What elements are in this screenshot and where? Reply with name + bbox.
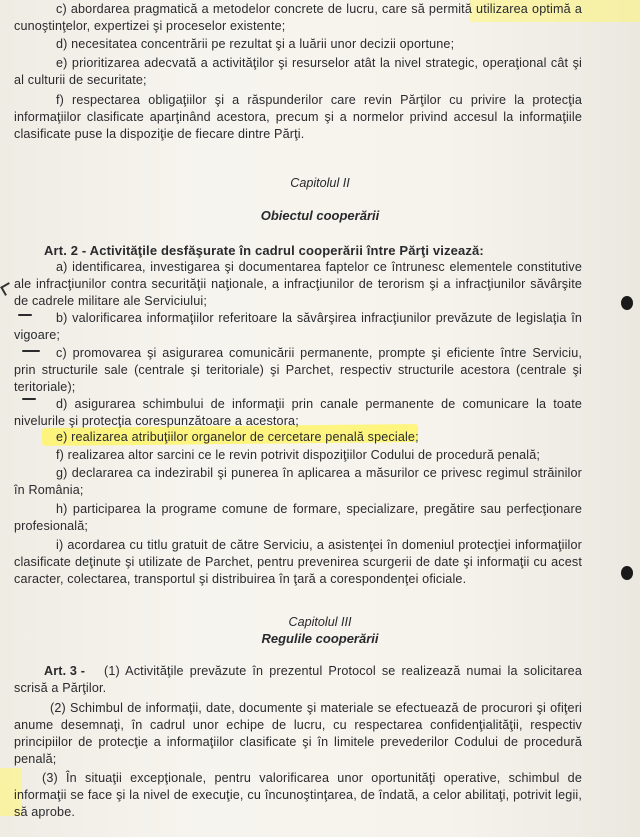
- paragraph-line: al culturii de securitate;: [14, 73, 147, 87]
- article-heading: Art. 2 - Activităţile desfăşurate în cadrul cooperării între Părţi vizează:: [44, 243, 484, 258]
- chapter-title: Obiectul cooperării: [260, 208, 380, 223]
- paragraph-line: anume desemnaţi, în cadrul unor echipe de lucru, cu respectarea confidenţialităţii, respectiv: [14, 718, 582, 732]
- paragraph-line: f) respectarea obligaţiilor şi a răspunderilor care revin Părţilor cu privire la protecţia: [56, 93, 582, 107]
- paragraph-line: penală;: [14, 752, 57, 766]
- list-item: profesională;: [14, 519, 89, 533]
- chapter-label: Capitolul III: [288, 615, 352, 629]
- paragraph-line: principiilor de protecţie a informaţiilor clasificate şi în limitele prevederilor Codului de procedură: [14, 735, 582, 749]
- paragraph-line: să aprobe.: [14, 805, 76, 819]
- punch-hole: [621, 296, 633, 310]
- list-item: ale infracţiunilor contra securităţii naţionale, a infracţiunilor de terorism şi a infracţiunilor săvârşite: [14, 277, 582, 291]
- list-item: g) declararea ca indezirabil şi punerea în aplicarea a măsurilor ce privesc regimul străinilor: [56, 466, 582, 480]
- paragraph-line: d) necesitatea concentrării pe rezultat şi a luării unor decizii oportune;: [56, 37, 455, 51]
- list-item: de cadrele militare ale Serviciului;: [14, 294, 207, 308]
- article-heading: Art. 3 -: [44, 664, 86, 678]
- list-item: teritoriale);: [14, 380, 76, 394]
- list-item: b) valorificarea informaţiilor referitoare la săvârşirea infracţiunilor prevăzute de legislaţia în: [56, 311, 582, 325]
- paragraph-line: c) abordarea pragmatică a metodelor concrete de lucru, care să permită utilizarea optimă a: [56, 2, 582, 16]
- list-item: caracter, colectarea, transportul şi distribuirea în ţară a corespondenţei oficiale.: [14, 572, 467, 586]
- list-item: e) realizarea atribuţiilor organelor de cercetare penală speciale;: [56, 430, 419, 444]
- paragraph-line: (1) Activităţile prevăzute în prezentul Protocol se realizează numai la solicitarea: [104, 664, 582, 678]
- list-item: vigoare;: [14, 328, 61, 342]
- paragraph-line: informaţii se face şi la nivel de execuţie, cu încunoştinţarea, de îndată, a celor abilitaţi, potrivit legii,: [14, 788, 582, 802]
- paragraph-line: e) prioritizarea adecvată a activităţilor şi resurselor atât la nivel strategic, operaţional cât şi: [56, 56, 582, 70]
- pen-mark: [0, 282, 14, 296]
- paragraph-line: scrisă a Părţilor.: [14, 681, 107, 695]
- chapter-label: Capitolul II: [290, 176, 350, 190]
- pen-mark: [18, 314, 32, 316]
- chapter-title: Regulile cooperării: [261, 631, 379, 646]
- list-item: c) promovarea şi asigurarea comunicării permanente, prompte şi eficiente între Serviciu,: [56, 346, 582, 360]
- list-item: a) identificarea, investigarea şi documentarea faptelor ce întrunesc elementele constitutive: [56, 260, 582, 274]
- list-item: d) asigurarea schimbului de informaţii prin canale permanente de comunicare la toate: [56, 397, 582, 411]
- pen-mark: [22, 350, 40, 352]
- list-item: nivelurile şi protecţia corespunzătoare a acestora;: [14, 414, 299, 428]
- paragraph-line: clasificate puse la dispoziţie de fiecare dintre Părţi.: [14, 127, 305, 141]
- list-item: f) realizarea altor sarcini ce le revin potrivit dispoziţiilor Codului de procedură penală;: [56, 448, 541, 462]
- punch-hole: [621, 566, 633, 580]
- pen-mark: [22, 398, 36, 400]
- list-item: în România;: [14, 483, 84, 497]
- paragraph-line: (2) Schimbul de informaţii, date, documente şi materiale se efectuează de procurori şi ofiţeri: [50, 701, 582, 715]
- paragraph-line: (3) În situaţii excepţionale, pentru valorificarea unor oportunităţi operative, schimbul de: [42, 771, 582, 785]
- list-item: clasificate deţinute şi utilizate de Parchet, pentru prevenirea scurgerii de date şi informaţii cu acest: [14, 555, 582, 569]
- list-item: prin structurile sale (centrale şi teritoriale) şi Parchet, respectiv structurile acestora (centrale şi: [14, 363, 582, 377]
- list-item: i) acordarea cu titlu gratuit de către Serviciu, a asistenţei în domeniul protecţiei informaţiilor: [56, 538, 582, 552]
- list-item: h) participarea la programe comune de formare, specializare, pregătire sau perfecţionare: [56, 502, 582, 516]
- paragraph-line: informaţiilor clasificate aparţinând acestora, precum şi a normelor privind accesul la informaţiile: [14, 110, 582, 124]
- paragraph-line: cunoştinţelor, expertizei şi proceselor existente;: [14, 19, 286, 33]
